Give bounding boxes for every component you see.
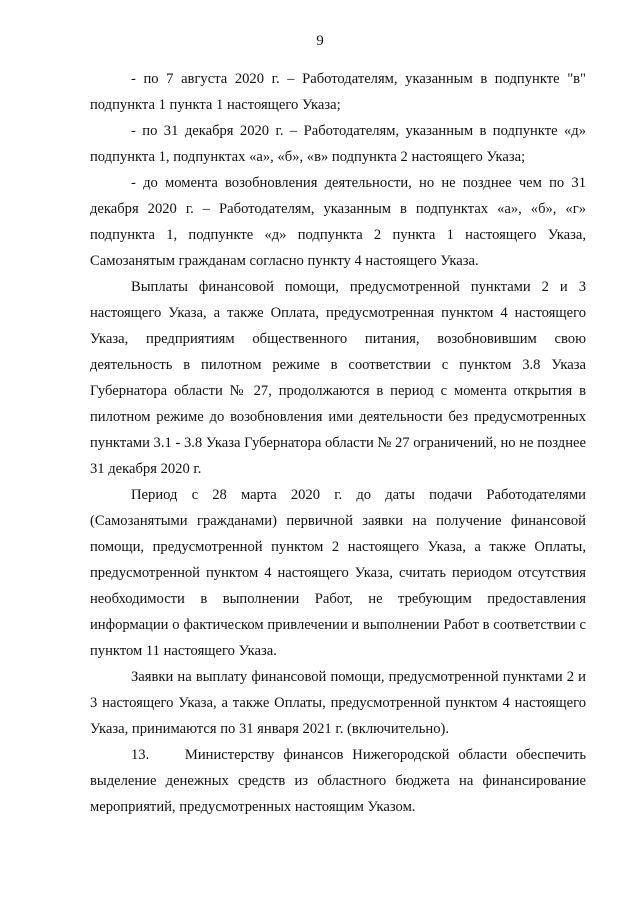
paragraph-deadline-dec-31: - по 31 декабря 2020 г. – Работодателям, указанным в подпункте «д» подпункта 1, подпунктах «а», «б», «в» подпункта 2 настоящего Указа; — [90, 123, 586, 165]
paragraph-period-no-work: Период с 28 марта 2020 г. до даты подачи Работодателями (Самозанятыми гражданами) первичной заявки на получение финансовой помощи, предусмотренной пунктом 2 настоящего Указа, а также Оплаты, предусмотренной пунктом 4 настоящего Указа, считать периодом отсутствия необходимости в выполнении Работ, не требующим предоставления информации о фактическом привлечении и выполнении Работ в соответствии с пунктом 11 настоящего Указа. — [90, 487, 586, 659]
document-body — [90, 66, 586, 820]
paragraph-item-13-finance-ministry: 13. Министерству финансов Нижегородской области обеспечить выделение денежных средств из областного бюджета на финансирование мероприятий, предусмотренных настоящим Указом. — [90, 747, 586, 815]
paragraph-applications-deadline: Заявки на выплату финансовой помощи, предусмотренной пунктами 2 и 3 настоящего Указа, а также Оплаты, предусмотренной пунктом 4 настоящего Указа, принимаются по 31 января 2021 г. (включительно). — [90, 669, 586, 737]
paragraph-catering-payments: Выплаты финансовой помощи, предусмотренной пунктами 2 и 3 настоящего Указа, а также Оплата, предусмотренная пунктом 4 настоящего Указа, предприятиям общественного питания, возобновившим свою деятельность в пилотном режиме в соответствии с пунктом 3.8 Указа Губернатора области № 27, продолжаются в период с момента открытия в пилотном режиме до возобновления ими деятельности без предусмотренных пунктами 3.1 - 3.8 Указа Губернатора области № 27 ограничений, но не позднее 31 декабря 2020 г. — [90, 279, 586, 477]
paragraph-deadline-resumption: - до момента возобновления деятельности, но не позднее чем по 31 декабря 2020 г. – Работодателям, указанным в подпунктах «а», «б», «г» подпункта 1, подпункте «д» подпункта 2 пункта 1 настоящего Указа, Самозанятым гражданам согласно пункту 4 настоящего Указа. — [90, 175, 586, 269]
page-number: 9 — [316, 33, 324, 49]
paragraph-deadline-aug-7: - по 7 августа 2020 г. – Работодателям, указанным в подпункте "в" подпункта 1 пункта 1 настоящего Указа; — [90, 71, 586, 113]
